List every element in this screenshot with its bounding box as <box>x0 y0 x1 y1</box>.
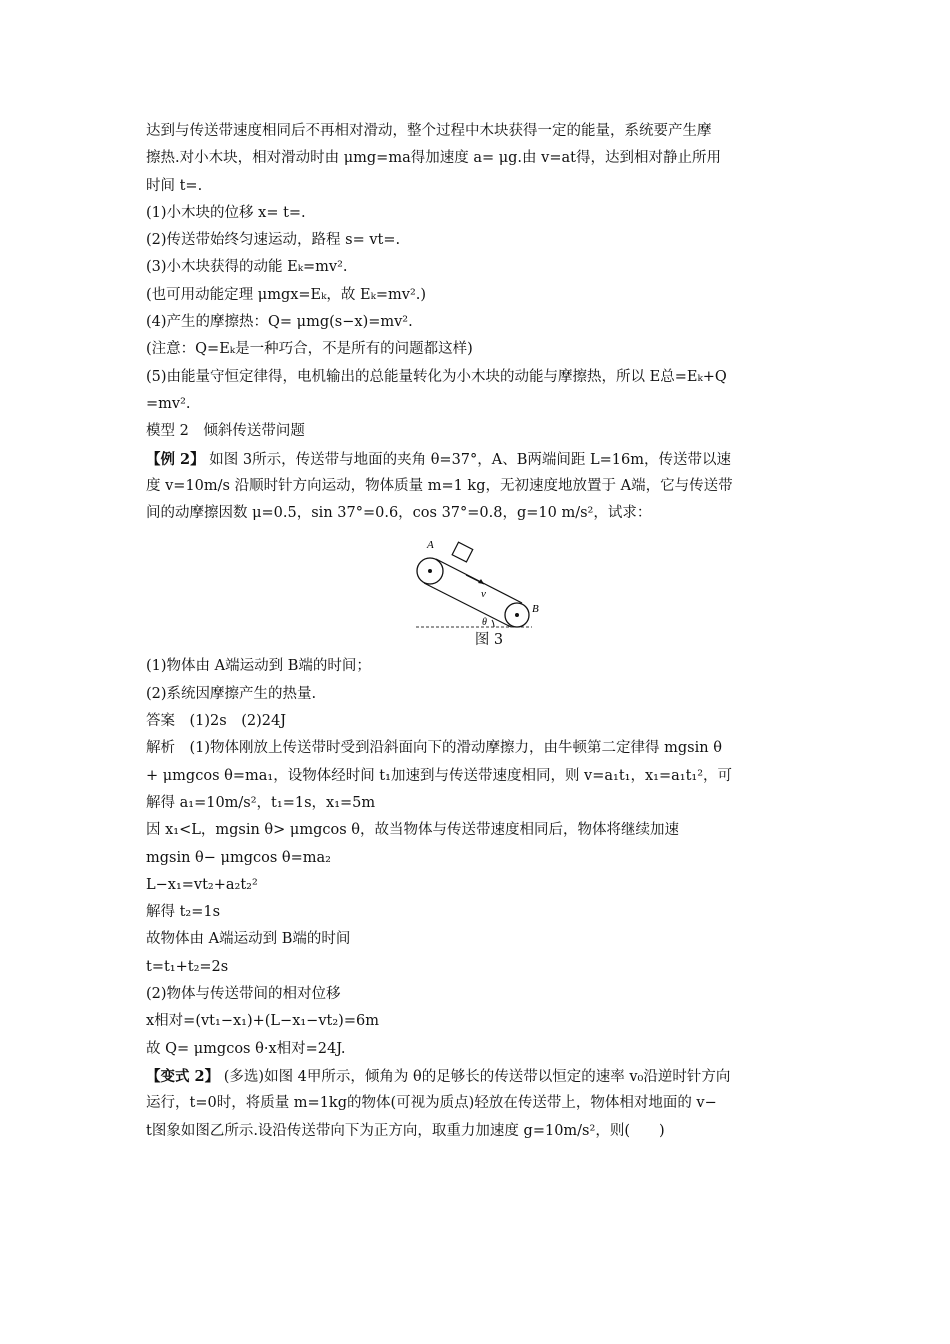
text-line: (2)传送带始终匀速运动，路程 s= vt=. <box>146 232 401 249</box>
figure-caption: 图 3 <box>474 632 504 649</box>
text-line: (5)由能量守恒定律得，电机输出的总能量转化为小木块的动能与摩擦热，所以 E总=Eₖ+Q <box>146 368 727 385</box>
text-line: 达到与传送带速度相同后不再相对滑动，整个过程中木块获得一定的能量，系统要产生摩 <box>146 123 712 139</box>
solution-section <box>146 653 816 1062</box>
text-line: 答案 (1)2s (2)24J <box>146 713 287 730</box>
text-line: 故物体由 A端运动到 B端的时间 <box>146 931 351 948</box>
angle-arc <box>492 620 494 627</box>
example-text-line: 如图 3所示，传送带与地面的夹角 θ=37°，A、B两端间距 L=16m，传送带以速 <box>204 451 731 468</box>
text-line: 时间 t=. <box>146 177 203 194</box>
text-line: mgsin θ− μmgcos θ=ma₂ <box>146 849 331 866</box>
belt-bottom <box>424 583 511 627</box>
pulley-a-axle <box>428 569 432 573</box>
text-line: 解得 a₁=10m/s²，t₁=1s，x₁=5m <box>146 794 376 811</box>
label-b: B <box>532 603 539 616</box>
text-line: (2)系统因摩擦产生的热量. <box>146 685 317 702</box>
variant-text-line: (多选)如图 4甲所示，倾角为 θ的足够长的传送带以恒定的速率 v₀沿逆时针方向 <box>219 1068 731 1085</box>
text-line: L−x₁=vt₂+a₂t₂² <box>146 876 258 893</box>
block <box>452 543 473 563</box>
text-line: (也可用动能定理 μmgx=Eₖ，故 Eₖ=mv².) <box>146 286 427 303</box>
text-line: 擦热.对小木块，相对滑动时由 μmg=ma得加速度 a= μg.由 v=at得，达到相对静止所用 <box>146 150 721 167</box>
example-tag: 【例 2】 <box>146 450 205 468</box>
text-line: 因 x₁<L，mgsin θ> μmgcos θ，故当物体与传送带速度相同后，物体将继续加速 <box>146 822 680 839</box>
text-line: 故 Q= μmgcos θ·x相对=24J. <box>146 1040 346 1057</box>
variant-text-line: 运行，t=0时，将质量 m=1kg的物体(可视为质点)轻放在传送带上，物体相对地面的 v− <box>146 1095 717 1112</box>
variant-tag: 【变式 2】 <box>146 1067 220 1085</box>
text-line: (注意：Q=Eₖ是一种巧合，不是所有的问题都这样) <box>146 341 473 358</box>
intro-section <box>146 118 816 446</box>
example-first-line <box>146 446 816 473</box>
document-body <box>146 118 816 1145</box>
example-text-line: 间的动摩擦因数 μ=0.5，sin 37°=0.6，cos 37°=0.8，g=10 m/s²，试求： <box>146 505 652 522</box>
label-theta: θ <box>482 617 487 629</box>
text-line: x相对=(vt₁−x₁)+(L−x₁−vt₂)=6m <box>146 1013 379 1030</box>
text-line: 模型 2 倾斜传送带问题 <box>146 423 305 440</box>
text-line: 解得 t₂=1s <box>146 904 221 921</box>
text-line: (1)小木块的位移 x= t=. <box>146 204 306 221</box>
conveyor-figure <box>146 531 816 629</box>
label-a: A <box>427 539 434 552</box>
variant-first-line <box>146 1063 816 1090</box>
text-line: =mv². <box>146 395 191 412</box>
text-line: 解析 (1)物体刚放上传送带时受到沿斜面向下的滑动摩擦力，由牛顿第二定律得 mgsin θ <box>146 740 722 757</box>
text-line: t=t₁+t₂=2s <box>146 958 229 975</box>
text-line: (2)物体与传送带间的相对位移 <box>146 986 341 1003</box>
pulley-b-axle <box>515 613 519 617</box>
inclined-conveyor-diagram <box>414 531 544 629</box>
example-text-line: 度 v=10m/s 沿顺时针方向运动，物体质量 m=1 kg，无初速度地放置于 A端，它与传送带 <box>146 477 733 494</box>
text-line: (3)小木块获得的动能 Eₖ=mv². <box>146 259 348 276</box>
variant-text-line: t图象如图乙所示.设沿传送带向下为正方向，取重力加速度 g=10m/s²，则( ) <box>146 1122 665 1139</box>
text-line: (1)物体由 A端运动到 B端的时间； <box>146 658 371 675</box>
text-line: + μmgcos θ=ma₁，设物体经时间 t₁加速到与传送带速度相同，则 v=a₁t₁，x₁=a₁t₁²，可 <box>146 767 733 784</box>
text-line: (4)产生的摩擦热：Q= μmg(s−x)=mv². <box>146 314 413 331</box>
label-v: v <box>481 588 486 601</box>
